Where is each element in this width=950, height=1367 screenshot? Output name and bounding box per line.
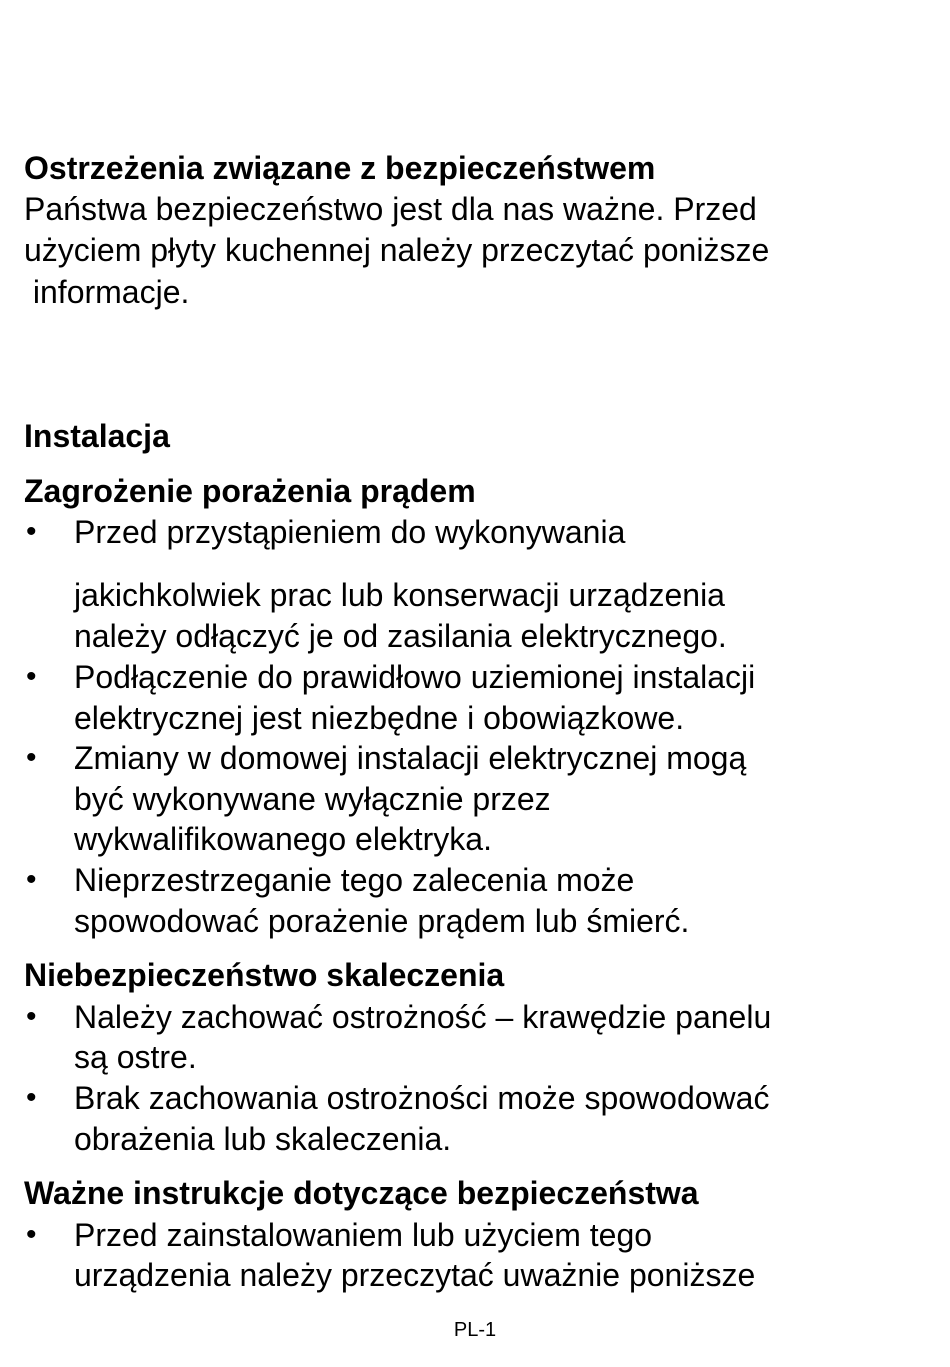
bullet-icon: • xyxy=(26,741,37,774)
bullet-line: Brak zachowania ostrożności może spowodować xyxy=(74,1080,770,1116)
bullet-icon: • xyxy=(26,515,37,548)
installation-heading: Instalacja xyxy=(24,418,170,454)
bullet-line: Należy zachować ostrożność – krawędzie panelu xyxy=(74,999,772,1035)
bullet-line: spowodować porażenie prądem lub śmierć. xyxy=(74,903,690,939)
important-instructions-heading: Ważne instrukcje dotyczące bezpieczeństwa xyxy=(24,1175,699,1211)
safety-warnings-heading: Ostrzeżenia związane z bezpieczeństwem xyxy=(24,150,656,186)
bullet-icon: • xyxy=(26,1218,37,1251)
intro-line: informacje. xyxy=(24,274,190,310)
intro-line: Państwa bezpieczeństwo jest dla nas ważne. Przed xyxy=(24,191,757,227)
bullet-line: urządzenia należy przeczytać uważnie poniższe xyxy=(74,1257,756,1293)
bullet-line: wykwalifikowanego elektryka. xyxy=(74,821,492,857)
bullet-line: Przed zainstalowaniem lub użyciem tego xyxy=(74,1217,653,1253)
bullet-icon: • xyxy=(26,660,37,693)
bullet-line: Nieprzestrzeganie tego zalecenia może xyxy=(74,862,635,898)
bullet-line: obrażenia lub skaleczenia. xyxy=(74,1121,452,1157)
bullet-line: należy odłączyć je od zasilania elektrycznego. xyxy=(74,618,727,654)
bullet-icon: • xyxy=(26,1081,37,1114)
bullet-line: jakichkolwiek prac lub konserwacji urządzenia xyxy=(74,577,725,613)
electric-shock-heading: Zagrożenie porażenia prądem xyxy=(24,473,476,509)
bullet-icon: • xyxy=(26,1000,37,1033)
intro-line: użyciem płyty kuchennej należy przeczytać poniższe xyxy=(24,232,770,268)
bullet-line: być wykonywane wyłącznie przez xyxy=(74,781,551,817)
bullet-icon: • xyxy=(26,863,37,896)
bullet-line: Podłączenie do prawidłowo uziemionej instalacji xyxy=(74,659,756,695)
bullet-line: Przed przystąpieniem do wykonywania xyxy=(74,514,626,550)
page-number: PL-1 xyxy=(453,1319,497,1341)
bullet-line: są ostre. xyxy=(74,1039,197,1075)
bullet-line: elektrycznej jest niezbędne i obowiązkowe. xyxy=(74,700,685,736)
bullet-line: Zmiany w domowej instalacji elektrycznej mogą xyxy=(74,740,747,776)
cut-hazard-heading: Niebezpieczeństwo skaleczenia xyxy=(24,957,505,993)
